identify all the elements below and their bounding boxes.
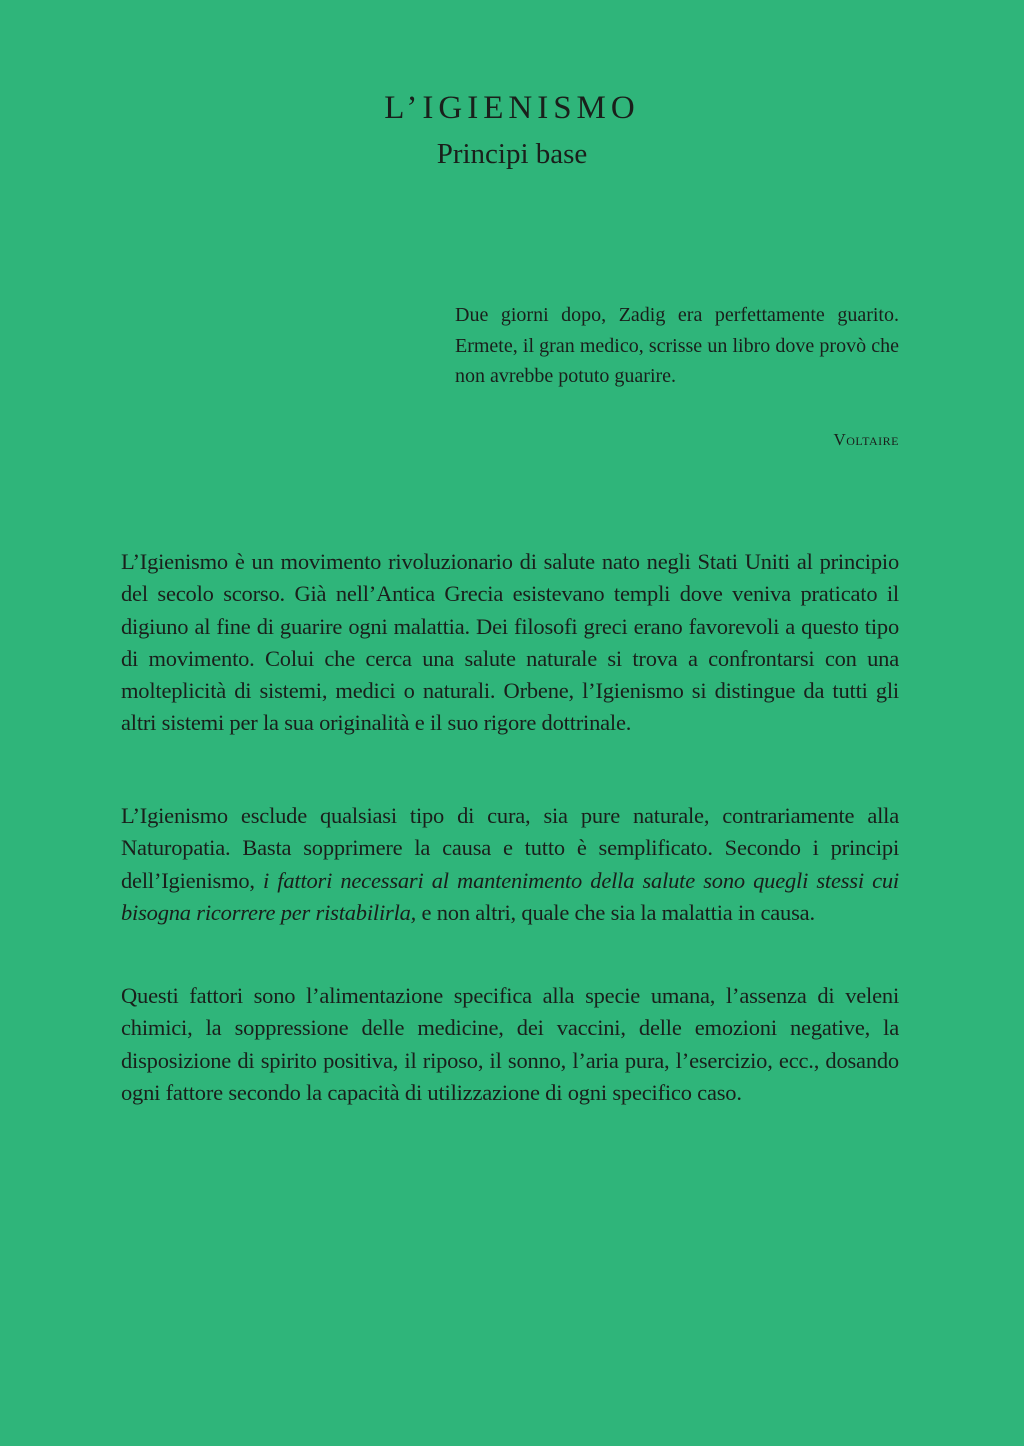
epigraph-quote: Due giorni dopo, Zadig era perfettamente guarito. Ermete, il gran medico, scrisse un libro dove provò che non avrebbe potuto guarire. <box>455 304 899 387</box>
paragraph-principles-tail: e non altri, quale che sia la malattia in causa. <box>416 899 815 925</box>
page-subtitle: Principi base <box>436 138 588 170</box>
paragraph-intro: L’Igienismo è un movimento rivoluzionario di salute nato negli Stati Uniti al principio del secolo scorso. Già nell’Antica Grecia esistevano templi dove veniva praticato il digiuno al fine di guarire ogni malattia. Dei filosofi greci erano favorevoli a questo tipo di movimento. Colui che cerca una salute naturale si trova a confrontarsi con una molteplicità di sistemi, medici o naturali. Orbene, l’Igienismo si distingue da tutti gli altri sistemi per la sua originalità e il suo rigore dottrinale. <box>121 549 899 736</box>
epigraph-author: Voltaire <box>833 430 899 449</box>
page-title: L’IGIENISMO <box>384 90 640 126</box>
paragraph-principles-emphasis: i fattori necessari al mantenimento della salute sono quegli stessi cui bisogna ricorrere per ristabilirla, <box>121 867 899 925</box>
paragraph-principles <box>121 800 899 929</box>
paragraph-principles-lead: L’Igienismo esclude qualsiasi tipo di cura, sia pure naturale, contrariamente alla Naturopatia. Basta sopprimere la causa e tutto è semplificato. Secondo i principi dell’Igienismo, <box>121 803 899 893</box>
paragraph-factors: Questi fattori sono l’alimentazione specifica alla specie umana, l’assenza di veleni chimici, la soppressione delle medicine, dei vaccini, delle emozioni negative, la disposizione di spirito positiva, il riposo, il sonno, l’aria pura, l’esercizio, ecc., dosando ogni fattore secondo la capacità di utilizzazione di ogni specifico caso. <box>121 983 899 1105</box>
